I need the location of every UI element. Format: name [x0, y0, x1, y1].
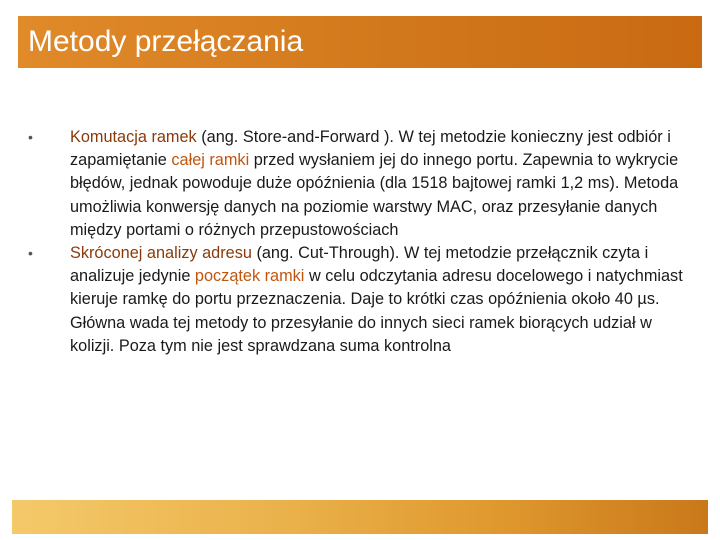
bullet-text: (ang. Cut-Through). W tej metodzie przełącznik czyta i analizuje jedynie: [70, 244, 649, 286]
slide-content: [26, 126, 686, 358]
bullet-item: [26, 126, 686, 242]
slide-title: Metody przełączania: [28, 25, 304, 58]
bullet-emphasis: całej ramki: [171, 151, 250, 170]
bullet-item: [26, 242, 686, 358]
bullet-text: (ang. Store-and-Forward ). W tej metodzie konieczny jest odbiór i zapamiętanie: [70, 128, 671, 170]
bullet-icon: •: [28, 245, 33, 262]
bullet-text: w celu odczytania adresu docelowego i natychmiast kieruje ramkę do portu przeznaczenia. Daje to krótki czas opóźnienia około 40 µs. Główna wada tej metody to przesyłanie do innych sieci ramek biorących udział w kolizji. Poza tym nie jest sprawdzana suma kontrolna: [70, 267, 683, 355]
bullet-icon: •: [28, 129, 33, 145]
bullet-text: przed wysłaniem jej do innego portu. Zapewnia to wykrycie błędów, jednak powoduje duże opóźnienia (dla 1518 bajtowej ramki 1,2 ms). Metoda umożliwia konwersję danych na poziomie warstwy MAC, oraz przesyłanie danych między portami o różnych przepustowościach: [70, 151, 679, 239]
title-bar: [18, 16, 702, 68]
bullet-term: Skróconej analizy adresu: [70, 244, 252, 263]
bullet-emphasis: początek ramki: [194, 267, 305, 286]
footer-bar: [12, 500, 708, 534]
bullet-term: Komutacja ramek: [70, 128, 197, 146]
